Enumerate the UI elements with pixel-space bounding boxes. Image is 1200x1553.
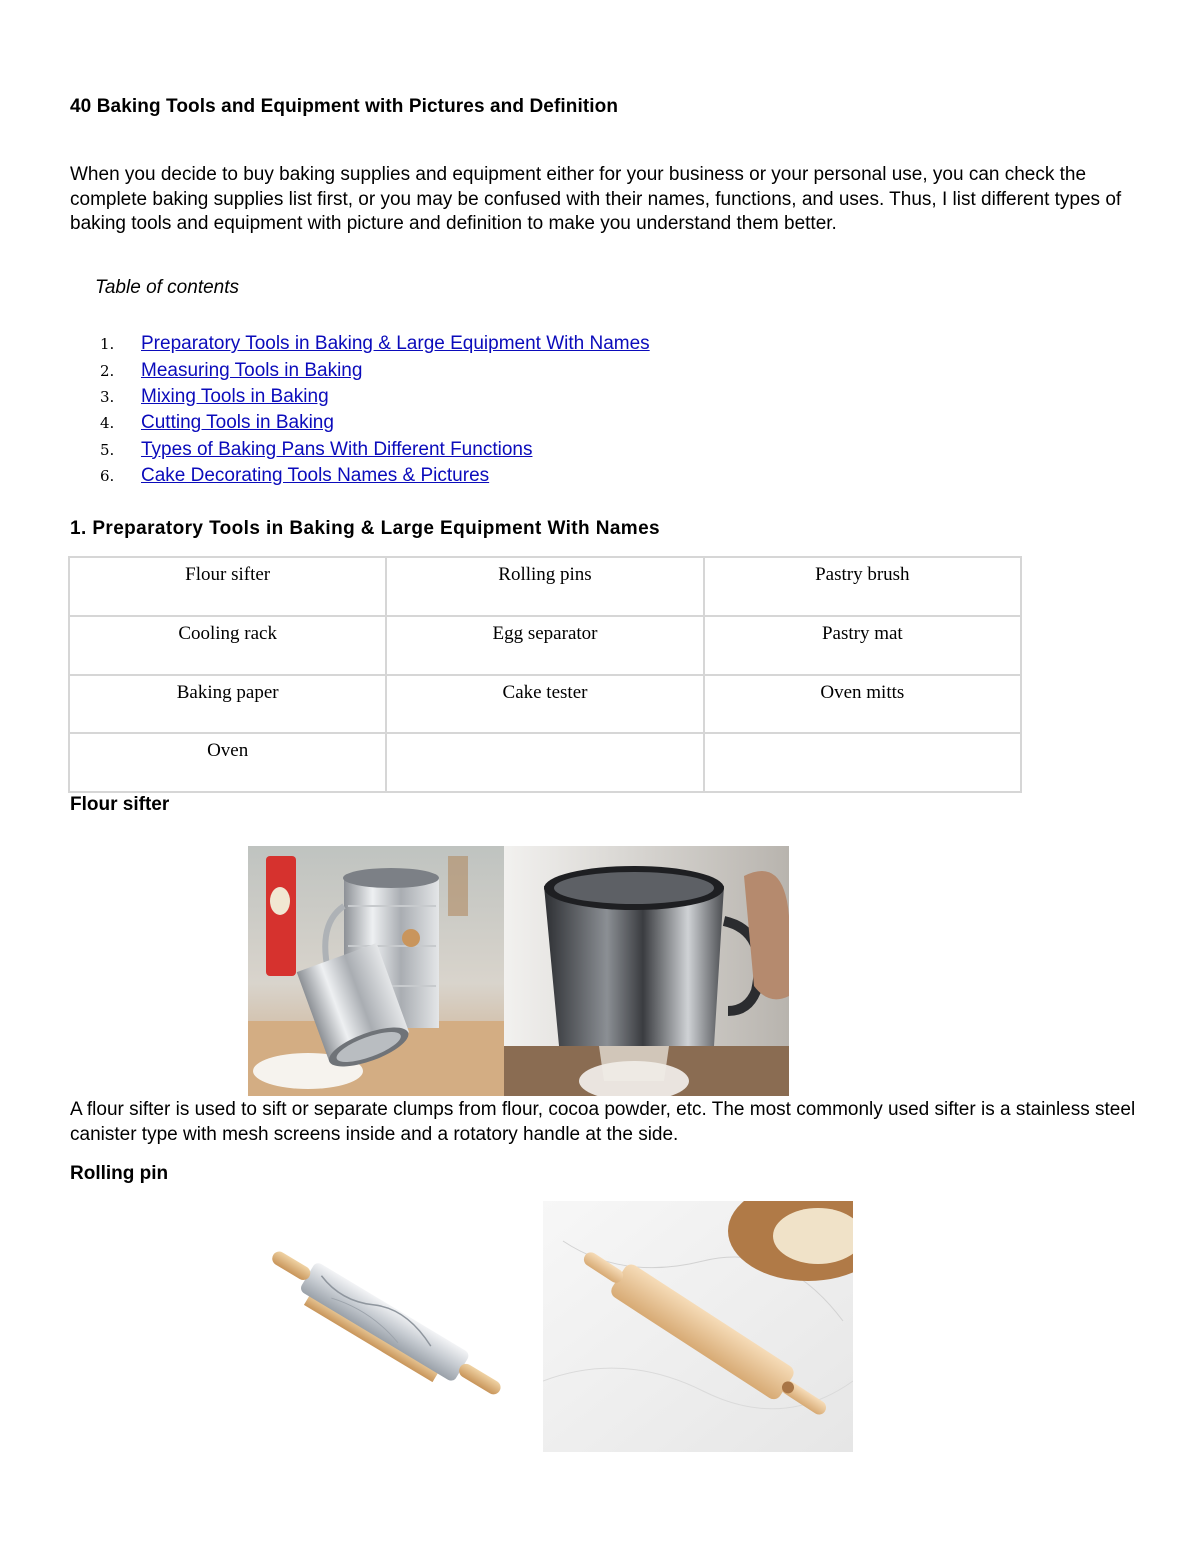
toc-item <box>100 331 650 357</box>
rolling-pin-heading: Rolling pin <box>70 1163 169 1184</box>
table-row <box>69 616 1021 675</box>
table-row <box>69 675 1021 734</box>
table-cell: Oven <box>69 733 386 792</box>
flour-sifter-photo-1 <box>248 846 504 1096</box>
toc-link-baking-pans[interactable]: Types of Baking Pans With Different Functions <box>141 438 533 460</box>
flour-sifter-heading: Flour sifter <box>70 794 170 815</box>
page-title: 40 Baking Tools and Equipment with Pictures and Definition <box>70 96 619 117</box>
table-cell: Pastry mat <box>704 616 1021 675</box>
intro-paragraph: When you decide to buy baking supplies and equipment either for your business or your personal use, you can check the complete baking supplies list first, or you may be confused with their names, functions, and uses. Thus, I list different types of baking tools and equipment with picture and definition to make you understand them better. <box>70 164 1122 234</box>
flour-sifter-description: A flour sifter is used to sift or separate clumps from flour, cocoa powder, etc. The most commonly used sifter is a stainless steel canister type with mesh screens inside and a rotatory handle at the side. <box>70 1099 1136 1145</box>
rolling-pin-photo-1 <box>235 1225 533 1425</box>
table-cell: Egg separator <box>386 616 703 675</box>
toc-number: 1. <box>100 335 115 354</box>
toc-item <box>100 357 650 383</box>
table-row <box>69 557 1021 616</box>
table-cell: Flour sifter <box>69 557 386 616</box>
flour-sifter-photo-2 <box>504 846 789 1096</box>
table-cell: Cake tester <box>386 675 703 734</box>
toc-item <box>100 384 650 410</box>
toc-link-cake-decorating-tools[interactable]: Cake Decorating Tools Names & Pictures <box>141 465 490 487</box>
table-cell: Baking paper <box>69 675 386 734</box>
toc-number: 2. <box>100 361 115 380</box>
table-cell <box>704 733 1021 792</box>
table-of-contents <box>100 331 650 489</box>
section-heading-preparatory-tools: 1. Preparatory Tools in Baking & Large Equipment With Names <box>70 518 661 539</box>
toc-link-cutting-tools[interactable]: Cutting Tools in Baking <box>141 412 334 434</box>
toc-number: 4. <box>100 414 115 433</box>
table-cell: Pastry brush <box>704 557 1021 616</box>
toc-number: 3. <box>100 387 115 406</box>
table-cell: Oven mitts <box>704 675 1021 734</box>
toc-link-preparatory-tools[interactable]: Preparatory Tools in Baking & Large Equipment With Names <box>141 333 650 355</box>
table-cell: Cooling rack <box>69 616 386 675</box>
toc-number: 5. <box>100 440 115 459</box>
toc-link-measuring-tools[interactable]: Measuring Tools in Baking <box>141 359 363 381</box>
table-row <box>69 733 1021 792</box>
toc-item <box>100 437 650 463</box>
rolling-pin-photo-2 <box>543 1201 853 1452</box>
toc-item <box>100 410 650 436</box>
toc-link-mixing-tools[interactable]: Mixing Tools in Baking <box>141 385 329 407</box>
tools-table <box>68 556 1022 793</box>
toc-title: Table of contents <box>95 277 240 298</box>
table-cell: Rolling pins <box>386 557 703 616</box>
toc-number: 6. <box>100 467 115 486</box>
table-cell <box>386 733 703 792</box>
toc-item <box>100 463 650 489</box>
